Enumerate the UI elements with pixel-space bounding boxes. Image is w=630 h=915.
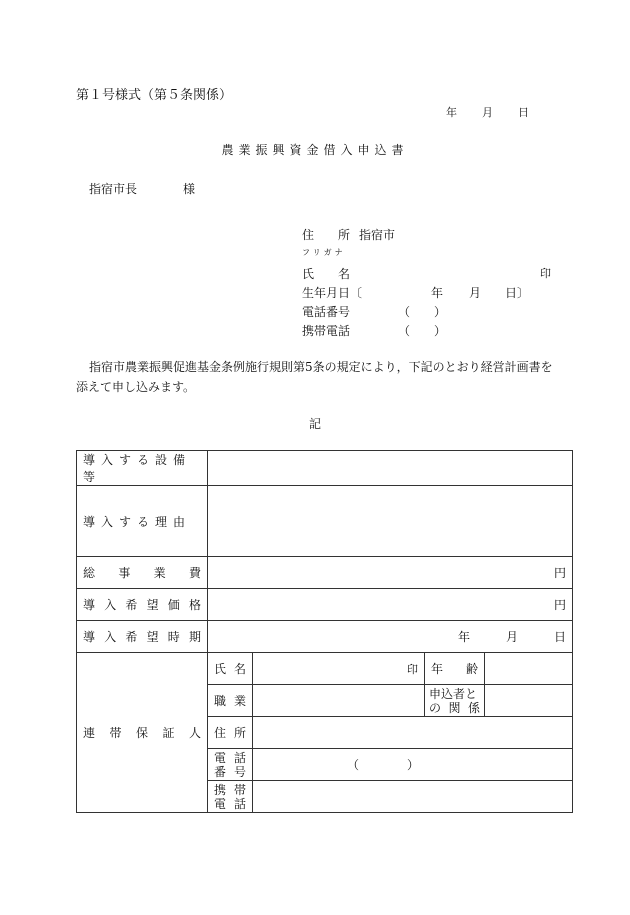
g-age-char: 齢	[465, 662, 478, 676]
g-phone-label	[208, 749, 253, 781]
row-equipment	[77, 451, 573, 486]
g-phone-char: 番	[214, 764, 227, 779]
mobile-label: 携帯電話	[302, 324, 351, 338]
g-age-field[interactable]	[485, 653, 573, 685]
desired-price-char: 導	[83, 598, 96, 612]
addressee-name: 指宿市長	[89, 182, 138, 196]
furigana-label: フリガナ	[302, 248, 346, 257]
address-label: 住 所	[302, 228, 351, 242]
guarantor-label	[77, 653, 208, 813]
g-relation-label	[425, 685, 485, 717]
total-cost-char: 費	[188, 566, 201, 580]
g-name-label	[208, 653, 253, 685]
desired-time-char: 導	[83, 630, 96, 644]
guarantor-char: 証	[162, 726, 175, 740]
g-mobile-char: 携	[214, 782, 227, 797]
body-paragraph-line2: 添えて申し込みます。	[76, 380, 196, 394]
date-day: 日	[518, 106, 529, 119]
application-table	[76, 450, 573, 813]
yen-unit: 円	[553, 566, 566, 580]
body-paragraph-line1: 指宿市農業振興促進基金条例施行規則第5条の規定により，下記のとおり経営計画書を	[89, 360, 553, 374]
total-cost-label	[77, 557, 208, 589]
phone-paren: （ ）	[398, 305, 447, 319]
desired-time-char: 入	[104, 630, 117, 644]
birth-label: 生年月日〔	[302, 286, 363, 300]
desired-price-char: 入	[104, 598, 117, 612]
phone-label: 電話番号	[302, 305, 351, 319]
g-address-field[interactable]	[253, 717, 573, 749]
desired-time-char: 望	[146, 630, 159, 644]
yen-unit: 円	[553, 598, 566, 612]
total-cost-char: 事	[118, 566, 131, 580]
desired-time-char: 希	[125, 630, 138, 644]
row-reason	[77, 486, 573, 557]
desired-price-char: 価	[167, 598, 180, 612]
reason-label: 導入する理由	[77, 486, 208, 557]
g-address-char: 住	[214, 726, 227, 740]
desired-price-label	[77, 589, 208, 621]
g-phone-paren: （ ）	[347, 758, 420, 772]
desired-price-char: 望	[146, 598, 159, 612]
birth-year: 年	[431, 286, 444, 300]
desired-price-char: 希	[125, 598, 138, 612]
g-relation-char: 関	[448, 700, 461, 715]
g-phone-char: 電	[214, 750, 227, 765]
guarantor-char: 保	[135, 726, 148, 740]
total-cost-field[interactable]	[208, 557, 573, 589]
addressee-honorific: 様	[183, 182, 196, 196]
g-mobile-label	[208, 781, 253, 813]
birth-month: 月	[469, 286, 482, 300]
guarantor-char: 人	[188, 726, 201, 740]
date-month: 月	[482, 106, 493, 119]
g-name-field[interactable]	[253, 653, 425, 685]
g-relation-field[interactable]	[485, 685, 573, 717]
g-job-char: 職	[214, 694, 227, 708]
desired-time-char: 期	[188, 630, 201, 644]
row-desired-time	[77, 621, 573, 653]
desired-price-field[interactable]	[208, 589, 573, 621]
row-desired-price	[77, 589, 573, 621]
time-day: 日	[553, 630, 566, 644]
desired-time-label	[77, 621, 208, 653]
g-name-char: 名	[233, 662, 246, 676]
total-cost-char: 業	[153, 566, 166, 580]
equipment-field[interactable]	[208, 451, 573, 486]
g-relation-char: の	[429, 700, 442, 715]
document-title: 農業振興資金借入申込書	[221, 143, 409, 157]
g-address-char: 所	[233, 726, 246, 740]
g-mobile-field[interactable]	[253, 781, 573, 813]
g-age-label	[425, 653, 485, 685]
name-seal: 印	[540, 267, 551, 280]
g-mobile-char: 電	[214, 796, 227, 811]
time-year: 年	[457, 630, 470, 644]
row-total-cost	[77, 557, 573, 589]
mobile-paren: （ ）	[398, 324, 447, 338]
reason-field[interactable]	[208, 486, 573, 557]
date-year: 年	[446, 106, 457, 119]
g-phone-field[interactable]	[253, 749, 573, 781]
g-name-char: 氏	[214, 662, 227, 676]
row-guarantor-name	[77, 653, 573, 685]
g-seal: 印	[407, 662, 418, 676]
name-label: 氏 名	[302, 267, 351, 281]
g-address-label	[208, 717, 253, 749]
g-phone-char: 号	[233, 764, 246, 779]
equipment-label: 導入する設備等	[77, 451, 208, 486]
ki-heading: 記	[308, 417, 321, 431]
desired-time-field[interactable]	[208, 621, 573, 653]
address-value: 指宿市	[359, 228, 396, 242]
g-mobile-char: 帯	[233, 782, 246, 797]
g-relation-line1: 申込者と	[429, 686, 478, 701]
total-cost-char: 総	[83, 566, 96, 580]
g-job-label	[208, 685, 253, 717]
guarantor-char: 帯	[109, 726, 122, 740]
g-relation-char: 係	[467, 700, 480, 715]
birth-day: 日〕	[505, 286, 530, 300]
guarantor-char: 連	[83, 726, 96, 740]
desired-price-char: 格	[188, 598, 201, 612]
g-job-char: 業	[233, 694, 246, 708]
form-number: 第１号様式（第５条関係）	[76, 88, 233, 103]
g-phone-char: 話	[233, 750, 246, 765]
time-month: 月	[505, 630, 518, 644]
g-mobile-char: 話	[233, 796, 246, 811]
g-job-field[interactable]	[253, 685, 425, 717]
g-age-char: 年	[431, 662, 444, 676]
desired-time-char: 時	[167, 630, 180, 644]
